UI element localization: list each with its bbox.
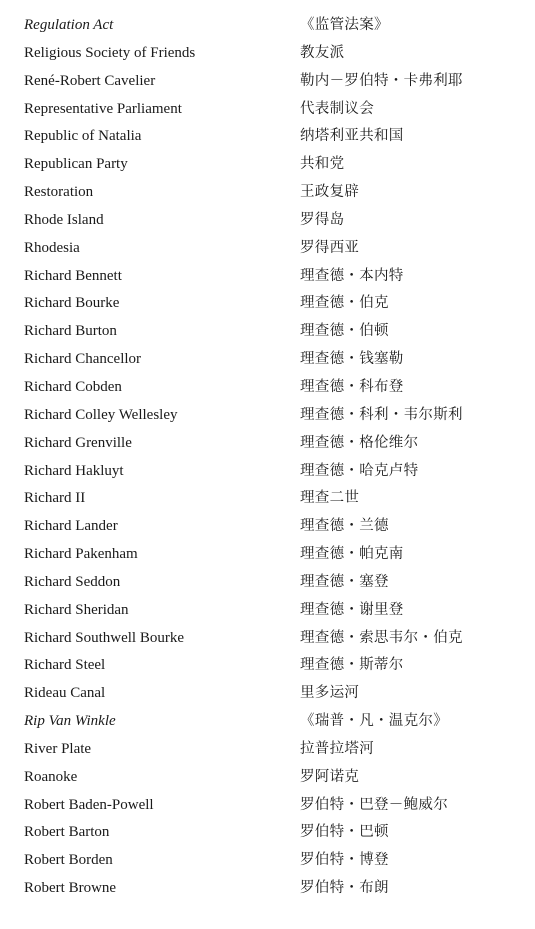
glossary-row bbox=[24, 625, 524, 653]
english-term: Richard Lander bbox=[24, 518, 118, 535]
chinese-term: 理查德・格伦维尔 bbox=[300, 434, 419, 451]
chinese-term: 教友派 bbox=[300, 44, 345, 61]
chinese-term: 罗得西亚 bbox=[300, 239, 360, 256]
english-term: Restoration bbox=[24, 184, 94, 201]
english-term: Robert Browne bbox=[24, 880, 117, 897]
chinese-term: 理查德・伯克 bbox=[300, 295, 389, 312]
glossary-row bbox=[24, 541, 524, 569]
english-term: Republican Party bbox=[24, 156, 128, 173]
english-term: Regulation Act bbox=[24, 17, 114, 33]
english-term: Richard Burton bbox=[24, 323, 117, 340]
chinese-term: 理查德・塞登 bbox=[300, 573, 389, 590]
chinese-term: 理查德・索思韦尔・伯克 bbox=[300, 629, 463, 646]
english-term: Robert Baden-Powell bbox=[24, 796, 154, 813]
glossary-row bbox=[24, 68, 524, 96]
glossary-row bbox=[24, 513, 524, 541]
chinese-term: 罗伯特・博登 bbox=[300, 852, 389, 869]
chinese-term: 理查德・钱塞勒 bbox=[300, 351, 404, 368]
glossary-row bbox=[24, 597, 524, 625]
english-term: Robert Borden bbox=[24, 852, 113, 869]
glossary-row bbox=[24, 12, 524, 40]
glossary-row bbox=[24, 458, 524, 486]
chinese-term: 共和党 bbox=[300, 156, 345, 173]
glossary-row bbox=[24, 792, 524, 820]
chinese-term: 《监管法案》 bbox=[300, 17, 389, 33]
chinese-term: 纳塔利亚共和国 bbox=[300, 128, 404, 145]
glossary-row bbox=[24, 346, 524, 374]
glossary-row bbox=[24, 123, 524, 151]
glossary-row bbox=[24, 207, 524, 235]
chinese-term: 代表制议会 bbox=[300, 100, 374, 117]
chinese-term: 里多运河 bbox=[300, 685, 360, 702]
glossary-row bbox=[24, 40, 524, 68]
english-term: Richard Sheridan bbox=[24, 601, 129, 618]
chinese-term: 勒内－罗伯特・卡弗利耶 bbox=[300, 72, 463, 89]
chinese-term: 罗得岛 bbox=[300, 211, 345, 228]
chinese-term: 王政复辟 bbox=[300, 184, 360, 201]
glossary-row bbox=[24, 819, 524, 847]
glossary-row bbox=[24, 179, 524, 207]
english-term: Richard Bennett bbox=[24, 267, 122, 284]
chinese-term: 理查德・本内特 bbox=[300, 267, 404, 284]
chinese-term: 罗伯特・巴顿 bbox=[300, 824, 389, 841]
glossary-row bbox=[24, 708, 524, 736]
english-term: Rhodesia bbox=[24, 239, 80, 256]
chinese-term: 理查德・哈克卢特 bbox=[300, 462, 419, 479]
english-term: Richard Hakluyt bbox=[24, 462, 124, 479]
english-term: Richard Seddon bbox=[24, 573, 121, 590]
english-term: Richard II bbox=[24, 490, 86, 507]
chinese-term: 罗伯特・巴登－鲍威尔 bbox=[300, 796, 448, 813]
chinese-term: 罗伯特・布朗 bbox=[300, 880, 389, 897]
chinese-term: 《瑞普・凡・温克尔》 bbox=[300, 713, 448, 730]
glossary-row bbox=[24, 235, 524, 263]
english-term: River Plate bbox=[24, 740, 92, 757]
english-term: Richard Cobden bbox=[24, 378, 122, 395]
english-term: Richard Chancellor bbox=[24, 351, 142, 368]
chinese-term: 拉普拉塔河 bbox=[300, 740, 374, 757]
glossary-row bbox=[24, 263, 524, 291]
english-term: Rip Van Winkle bbox=[24, 713, 116, 730]
glossary-row bbox=[24, 485, 524, 513]
glossary-row bbox=[24, 318, 524, 346]
english-term: Republic of Natalia bbox=[24, 128, 142, 145]
chinese-term: 理查德・谢里登 bbox=[300, 601, 404, 618]
english-term: Robert Barton bbox=[24, 824, 110, 841]
english-term: Richard Pakenham bbox=[24, 546, 138, 563]
english-term: Richard Southwell Bourke bbox=[24, 629, 184, 646]
english-term: Richard Bourke bbox=[24, 295, 120, 312]
chinese-term: 理查德・斯蒂尔 bbox=[300, 657, 404, 674]
chinese-term: 理查德・兰德 bbox=[300, 518, 389, 535]
glossary-row bbox=[24, 430, 524, 458]
glossary-row bbox=[24, 680, 524, 708]
glossary-row bbox=[24, 569, 524, 597]
chinese-term: 罗阿诺克 bbox=[300, 768, 360, 785]
english-term: Rideau Canal bbox=[24, 685, 106, 702]
chinese-term: 理查德・帕克南 bbox=[300, 546, 404, 563]
glossary-row bbox=[24, 764, 524, 792]
english-term: Religious Society of Friends bbox=[24, 44, 196, 61]
english-term: René-Robert Cavelier bbox=[24, 72, 156, 89]
english-term: Rhode Island bbox=[24, 211, 104, 228]
english-term: Richard Steel bbox=[24, 657, 106, 674]
chinese-term: 理查德・科布登 bbox=[300, 378, 404, 395]
chinese-term: 理查二世 bbox=[300, 490, 360, 507]
chinese-term: 理查德・科利・韦尔斯利 bbox=[300, 406, 463, 423]
glossary-row bbox=[24, 875, 524, 903]
glossary-row bbox=[24, 402, 524, 430]
english-term: Richard Colley Wellesley bbox=[24, 406, 178, 423]
glossary-row bbox=[24, 652, 524, 680]
english-term: Richard Grenville bbox=[24, 434, 132, 451]
glossary-list bbox=[24, 12, 524, 903]
glossary-row bbox=[24, 736, 524, 764]
glossary-row bbox=[24, 151, 524, 179]
glossary-row bbox=[24, 374, 524, 402]
glossary-row bbox=[24, 96, 524, 124]
chinese-term: 理查德・伯顿 bbox=[300, 323, 389, 340]
english-term: Representative Parliament bbox=[24, 100, 182, 117]
glossary-row bbox=[24, 290, 524, 318]
english-term: Roanoke bbox=[24, 768, 78, 785]
glossary-row bbox=[24, 847, 524, 875]
